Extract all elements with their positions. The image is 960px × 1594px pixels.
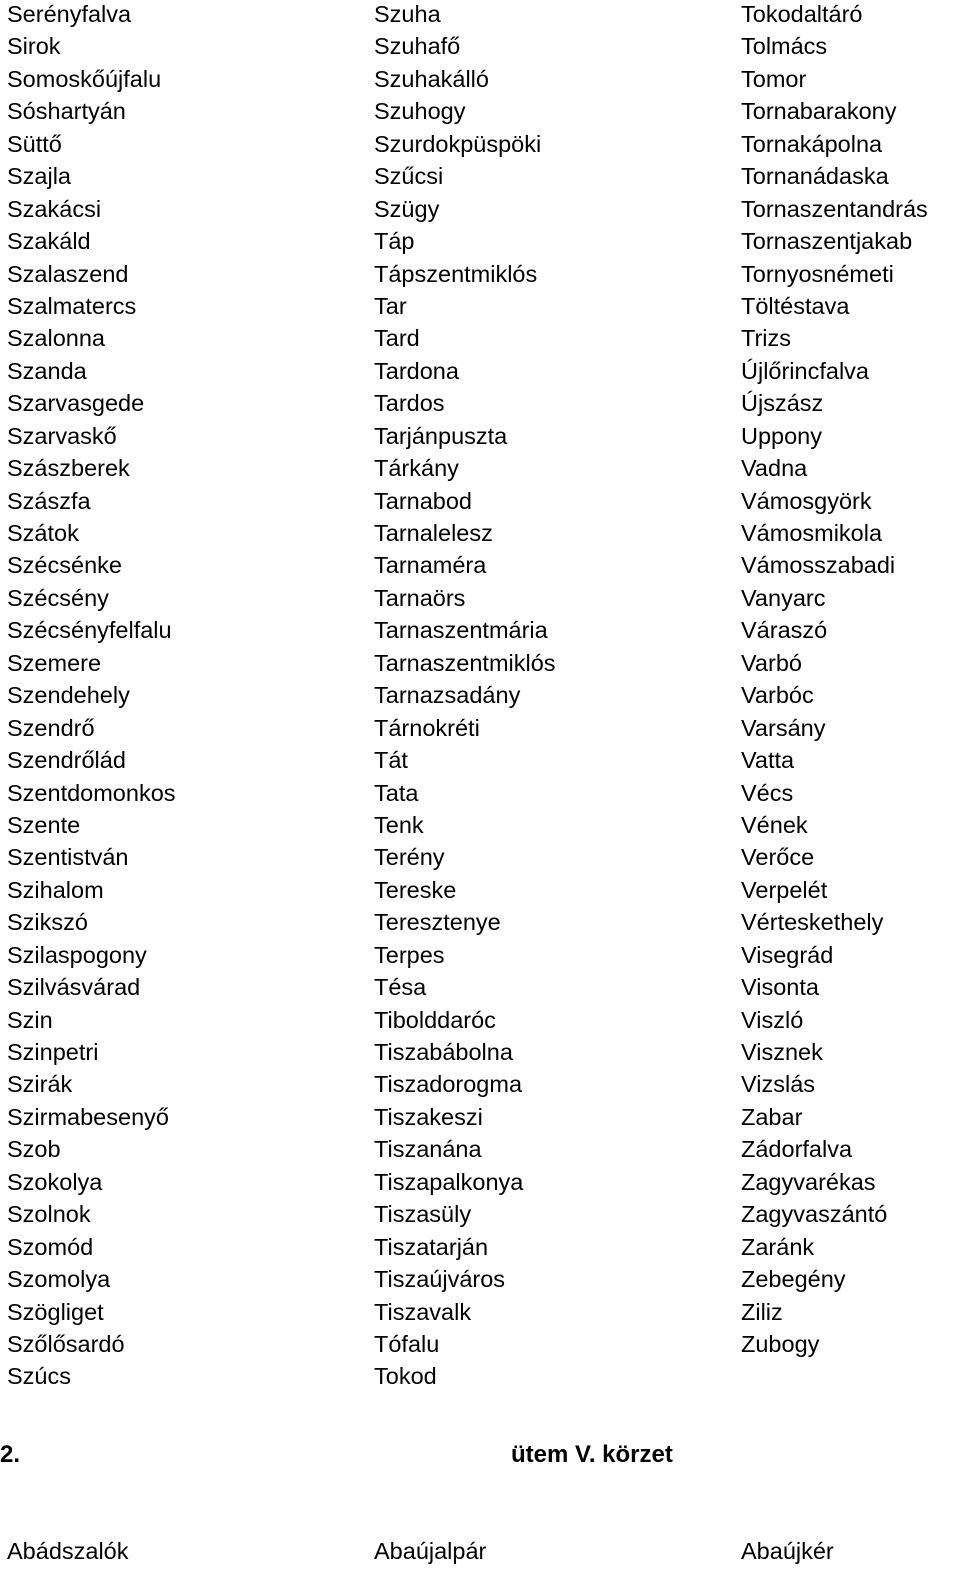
place-name: Tiszasüly xyxy=(374,1201,472,1228)
place-name: Tarnaszentmária xyxy=(374,617,548,644)
place-name: Tarnaméra xyxy=(374,552,487,579)
place-name: Szalmatercs xyxy=(7,292,137,319)
place-name: Tiszanána xyxy=(374,1136,482,1163)
place-name: Terpes xyxy=(374,941,445,968)
place-name: Szob xyxy=(7,1136,61,1163)
place-name: Tiszaújváros xyxy=(374,1266,506,1293)
place-name: Tiszavalk xyxy=(374,1298,472,1325)
place-name: Szögliget xyxy=(7,1298,104,1325)
place-name: Uppony xyxy=(741,422,822,449)
place-name: Teresztenye xyxy=(374,909,501,936)
place-name: Zaránk xyxy=(741,1233,815,1260)
place-name: Tiszapalkonya xyxy=(374,1168,524,1195)
place-name: Szendrő xyxy=(7,714,95,741)
place-name: Varsány xyxy=(741,714,826,741)
place-name: Tornanádaska xyxy=(741,163,889,190)
place-name: Visznek xyxy=(741,1039,823,1065)
place-name: Szinpetri xyxy=(7,1039,99,1065)
place-name: Vének xyxy=(741,811,808,838)
place-name: Tarnalelesz xyxy=(374,520,493,546)
place-name: Szirmabesenyő xyxy=(7,1103,169,1130)
place-name: Süttő xyxy=(7,130,62,157)
place-name: Verpelét xyxy=(741,876,828,903)
place-name: Szuhogy xyxy=(374,98,466,125)
place-name: Szakáld xyxy=(7,228,91,255)
footer-place-2: Abaújalpár xyxy=(374,1538,487,1564)
place-name: Szátok xyxy=(7,520,79,546)
place-name: Zebegény xyxy=(741,1266,846,1293)
place-name: Tésa xyxy=(374,974,427,1001)
place-name: Szarvasgede xyxy=(7,390,145,417)
place-name: Zagyvarékas xyxy=(741,1168,876,1195)
place-name: Szurdokpüspöki xyxy=(374,130,542,157)
place-name: Terény xyxy=(374,844,445,871)
place-name: Tarnazsadány xyxy=(374,682,521,709)
place-name: Szajla xyxy=(7,163,72,190)
place-name: Tardos xyxy=(374,390,445,417)
section-title: ütem V. körzet xyxy=(511,1441,673,1468)
place-name: Szilaspogony xyxy=(7,941,147,968)
place-name: Viszló xyxy=(741,1006,804,1033)
place-name: Szúcs xyxy=(7,1363,71,1390)
place-name: Visonta xyxy=(741,974,819,1001)
place-name: Szuhakálló xyxy=(374,65,489,92)
place-name: Szügy xyxy=(374,195,440,222)
place-name: Szikszó xyxy=(7,909,88,936)
place-name: Szécsényfelfalu xyxy=(7,617,172,644)
place-name: Tát xyxy=(374,747,408,774)
place-name: Tarnaszentmiklós xyxy=(374,649,556,676)
place-name: Szarvaskő xyxy=(7,422,117,449)
place-name: Szécsénke xyxy=(7,552,122,579)
place-name: Trizs xyxy=(741,325,792,352)
place-name: Szűcsi xyxy=(374,163,444,190)
place-name: Vámosszabadi xyxy=(741,552,896,579)
place-name: Sóshartyán xyxy=(7,98,126,125)
place-name: Váraszó xyxy=(741,617,828,644)
place-name: Szécsény xyxy=(7,584,109,611)
place-name: Vanyarc xyxy=(741,584,826,611)
place-name: Tarnabod xyxy=(374,487,472,514)
place-name: Tard xyxy=(374,325,420,352)
place-name: Tibolddaróc xyxy=(374,1006,496,1033)
place-name: Tárkány xyxy=(374,455,459,482)
place-name: Szalaszend xyxy=(7,260,129,287)
place-name: Zagyvaszántó xyxy=(741,1201,888,1228)
place-name: Tenk xyxy=(374,811,424,838)
place-column-3 xyxy=(741,0,928,1362)
place-name: Varbóc xyxy=(741,682,814,709)
place-name: Szendehely xyxy=(7,682,130,709)
place-name: Tiszakeszi xyxy=(374,1103,483,1130)
place-name: Vatta xyxy=(741,747,795,774)
place-name: Visegrád xyxy=(741,941,834,968)
place-name: Tiszatarján xyxy=(374,1233,489,1260)
place-name: Verőce xyxy=(741,844,815,871)
place-name: Szászberek xyxy=(7,455,130,482)
place-name: Szakácsi xyxy=(7,195,102,222)
place-name: Tiszadorogma xyxy=(374,1071,523,1098)
place-name: Tarnaörs xyxy=(374,584,466,611)
place-name: Tata xyxy=(374,779,419,806)
place-name: Tokodaltáró xyxy=(741,1,863,27)
place-name: Tiszabábolna xyxy=(374,1039,513,1065)
place-name: Tereske xyxy=(374,876,457,903)
place-name: Szentdomonkos xyxy=(7,779,176,806)
place-name: Zubogy xyxy=(741,1330,820,1357)
place-name: Szente xyxy=(7,811,81,838)
place-name: Tolmács xyxy=(741,33,828,60)
place-name: Szirák xyxy=(7,1071,73,1098)
place-name: Táp xyxy=(374,228,415,255)
place-name: Vámosgyörk xyxy=(741,487,872,514)
place-name: Szilvásvárad xyxy=(7,974,141,1001)
place-name: Vécs xyxy=(741,779,794,806)
place-name: Szihalom xyxy=(7,876,104,903)
place-name: Szolnok xyxy=(7,1201,91,1228)
place-name: Zádorfalva xyxy=(741,1136,853,1163)
place-name: Szemere xyxy=(7,649,102,676)
place-name: Szanda xyxy=(7,357,87,384)
place-name: Szuhafő xyxy=(374,33,461,60)
place-name: Tárnokréti xyxy=(374,714,480,741)
section-number: 2. xyxy=(0,1441,21,1468)
place-name: Tokod xyxy=(374,1363,437,1390)
place-name: Tornakápolna xyxy=(741,130,883,157)
place-name: Tar xyxy=(374,292,407,319)
place-name: Szuha xyxy=(374,1,441,27)
place-name: Ziliz xyxy=(741,1298,783,1325)
place-name: Vizslás xyxy=(741,1071,816,1098)
place-name: Tarjánpuszta xyxy=(374,422,508,449)
footer-place-1: Abádszalók xyxy=(7,1538,129,1564)
place-column-2 xyxy=(374,0,556,1395)
place-name: Szendrőlád xyxy=(7,747,126,774)
place-name: Tófalu xyxy=(374,1330,440,1357)
place-name: Szomód xyxy=(7,1233,94,1260)
place-name: Tápszentmiklós xyxy=(374,260,538,287)
place-name: Vérteskethely xyxy=(741,909,884,936)
place-name: Újszász xyxy=(741,390,824,417)
place-column-1 xyxy=(7,0,176,1395)
place-name: Somoskőújfalu xyxy=(7,65,162,92)
place-name: Tardona xyxy=(374,357,459,384)
place-name: Zabar xyxy=(741,1103,803,1130)
place-name: Sirok xyxy=(7,33,61,60)
footer-place-3: Abaújkér xyxy=(741,1538,834,1564)
place-name: Tomor xyxy=(741,65,807,92)
place-name: Varbó xyxy=(741,649,802,676)
place-name: Szőlősardó xyxy=(7,1330,125,1357)
place-name: Szomolya xyxy=(7,1266,111,1293)
place-name: Tornaszentjakab xyxy=(741,228,913,255)
place-name: Szokolya xyxy=(7,1168,103,1195)
place-name: Töltéstava xyxy=(741,292,850,319)
place-name: Tornyosnémeti xyxy=(741,260,894,287)
place-name: Újlőrincfalva xyxy=(741,357,869,384)
place-name: Vámosmikola xyxy=(741,520,883,546)
place-name: Szászfa xyxy=(7,487,91,514)
place-name: Szin xyxy=(7,1006,53,1033)
place-name: Tornabarakony xyxy=(741,98,897,125)
place-name: Szalonna xyxy=(7,325,105,352)
place-name: Tornaszentandrás xyxy=(741,195,928,222)
place-name: Vadna xyxy=(741,455,808,482)
place-name: Serényfalva xyxy=(7,1,132,27)
place-name: Szentistván xyxy=(7,844,129,871)
